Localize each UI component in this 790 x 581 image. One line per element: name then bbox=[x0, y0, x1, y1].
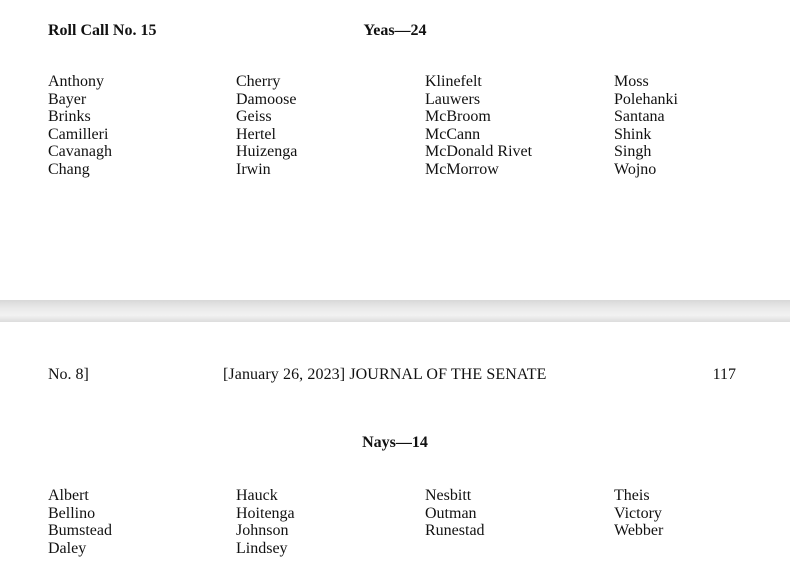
yea-senator-name: Moss bbox=[614, 73, 649, 90]
nay-senator-name: Webber bbox=[614, 522, 664, 539]
yeas-column-3 bbox=[425, 73, 605, 178]
yea-senator-name: Lauwers bbox=[425, 90, 481, 108]
yea-senator-name: McDonald Rivet bbox=[425, 143, 533, 160]
yea-senator-name: Cavanagh bbox=[48, 143, 112, 160]
nays-heading: Nays—14 bbox=[362, 434, 428, 451]
nay-senator-name: Daley bbox=[48, 539, 87, 557]
yea-senator-name: Shink bbox=[614, 125, 652, 143]
roll-call-title: Roll Call No. 15 bbox=[48, 22, 157, 39]
page-break-divider bbox=[0, 300, 790, 322]
nay-senator-name: Outman bbox=[425, 504, 477, 522]
yea-senator-name: Brinks bbox=[48, 108, 91, 125]
yeas-column-2 bbox=[236, 73, 416, 178]
nays-column-2 bbox=[236, 487, 416, 557]
yea-senator-name: Geiss bbox=[236, 108, 272, 125]
nays-column-4 bbox=[614, 487, 790, 540]
nay-senator-name: Theis bbox=[614, 487, 650, 504]
yeas-column-4 bbox=[614, 73, 790, 178]
journal-title: [January 26, 2023] JOURNAL OF THE SENATE bbox=[223, 366, 547, 383]
page-number: 117 bbox=[712, 366, 736, 383]
nays-column-3 bbox=[425, 487, 605, 540]
yea-senator-name: Wojno bbox=[614, 160, 657, 178]
nay-senator-name: Bumstead bbox=[48, 522, 112, 539]
nay-senator-name: Bellino bbox=[48, 504, 96, 522]
yea-senator-name: Chang bbox=[48, 160, 90, 178]
yea-senator-name: Singh bbox=[614, 143, 652, 160]
yea-senator-name: Polehanki bbox=[614, 90, 678, 108]
yea-senator-name: Anthony bbox=[48, 73, 104, 90]
nay-senator-name: Victory bbox=[614, 504, 662, 522]
nay-senator-name: Hauck bbox=[236, 487, 278, 504]
yea-senator-name: Cherry bbox=[236, 73, 281, 90]
nay-senator-name: Nesbitt bbox=[425, 487, 472, 504]
yea-senator-name: McCann bbox=[425, 125, 481, 143]
nay-senator-name: Johnson bbox=[236, 522, 289, 539]
yea-senator-name: Klinefelt bbox=[425, 73, 482, 90]
yea-senator-name: Hertel bbox=[236, 125, 276, 143]
nay-senator-name: Hoitenga bbox=[236, 504, 295, 522]
yeas-heading: Yeas—24 bbox=[363, 22, 427, 39]
yeas-column-1 bbox=[48, 73, 228, 178]
yea-senator-name: McMorrow bbox=[425, 160, 499, 178]
yea-senator-name: Santana bbox=[614, 108, 665, 125]
yea-senator-name: Damoose bbox=[236, 90, 297, 108]
nay-senator-name: Runestad bbox=[425, 522, 485, 539]
nay-senator-name: Albert bbox=[48, 487, 89, 504]
yea-senator-name: Bayer bbox=[48, 90, 87, 108]
yea-senator-name: Huizenga bbox=[236, 143, 298, 160]
nays-column-1 bbox=[48, 487, 228, 557]
yea-senator-name: Camilleri bbox=[48, 125, 109, 143]
issue-number: No. 8] bbox=[48, 366, 89, 383]
running-header bbox=[0, 365, 790, 385]
nay-senator-name: Lindsey bbox=[236, 539, 288, 557]
yea-senator-name: McBroom bbox=[425, 108, 491, 125]
yea-senator-name: Irwin bbox=[236, 160, 271, 178]
